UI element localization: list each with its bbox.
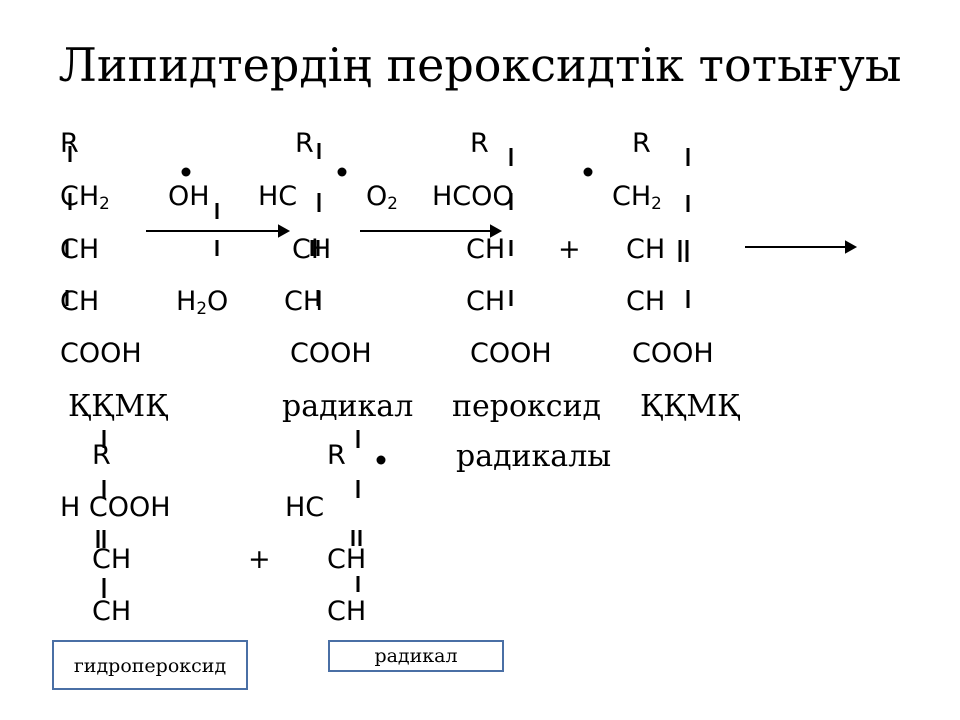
radical-dot-2 (338, 168, 347, 177)
cooh-4: COOH (632, 338, 714, 369)
cooh-1: COOH (60, 338, 142, 369)
hydroperoxide-box: гидропероксид (52, 640, 248, 690)
h-cooh-group: H COOH (60, 492, 171, 523)
cooh-2: COOH (290, 338, 372, 369)
r-label-4: R (632, 128, 651, 159)
ch2-1-sub: 2 (99, 193, 110, 213)
ch-row3-1: CH (60, 234, 100, 265)
h2o-o: O (206, 286, 229, 317)
radical-dot-1 (182, 168, 191, 177)
bottom-r-1: R (92, 440, 111, 471)
bottom-hc: HC (285, 492, 325, 523)
cooh-3: COOH (470, 338, 552, 369)
ch-row3-4: CH (626, 234, 666, 265)
hcoo-group: HCOO (432, 181, 514, 212)
r-label-1: R (60, 128, 79, 159)
arrow-2-head (491, 226, 500, 236)
radical-box: радикал (328, 640, 504, 672)
ch-row3-2: CH (292, 234, 332, 265)
arrow-3-head (846, 242, 855, 252)
ch-row3-3: CH (466, 234, 506, 265)
ch-row4-3: CH (466, 286, 506, 317)
bottom-ch-1: CH (92, 544, 132, 575)
ch-row4-2: CH (284, 286, 324, 317)
name-peroxide: пероксид (452, 389, 602, 424)
slide-title: Липидтердің пероксидтік тотығуы (58, 38, 902, 92)
plus-sign-1: + (558, 234, 581, 265)
o2-sub: 2 (387, 193, 398, 213)
ch-row4-4: CH (626, 286, 666, 317)
arrow-1-head (279, 226, 288, 236)
ch-row4-1: CH (60, 286, 100, 317)
ch2-2-sub: 2 (651, 193, 662, 213)
name-pufa-1: ҚҚМҚ (68, 389, 169, 424)
oh-group: OH (168, 181, 210, 212)
ch2-2-text: CH (612, 181, 652, 212)
name-pufa-2: ҚҚМҚ (640, 389, 741, 424)
bottom-ch-3: CH (92, 596, 132, 627)
o2-text: O (366, 181, 388, 212)
hc-group: HC (258, 181, 298, 212)
bottom-r-2: R (327, 440, 346, 471)
bottom-ch-4: CH (327, 596, 367, 627)
plus-sign-2: + (248, 544, 271, 575)
r-label-3: R (470, 128, 489, 159)
bottom-ch-2: CH (327, 544, 367, 575)
radical-dot-4 (377, 456, 386, 465)
name-radical: радикал (282, 389, 414, 424)
radical-dot-3 (584, 168, 593, 177)
name-radicaly: радикалы (456, 439, 612, 474)
r-label-2: R (295, 128, 314, 159)
h2o-h: H (176, 286, 197, 317)
h2o-sub: 2 (196, 298, 207, 318)
ch2-1-text: CH (60, 181, 100, 212)
